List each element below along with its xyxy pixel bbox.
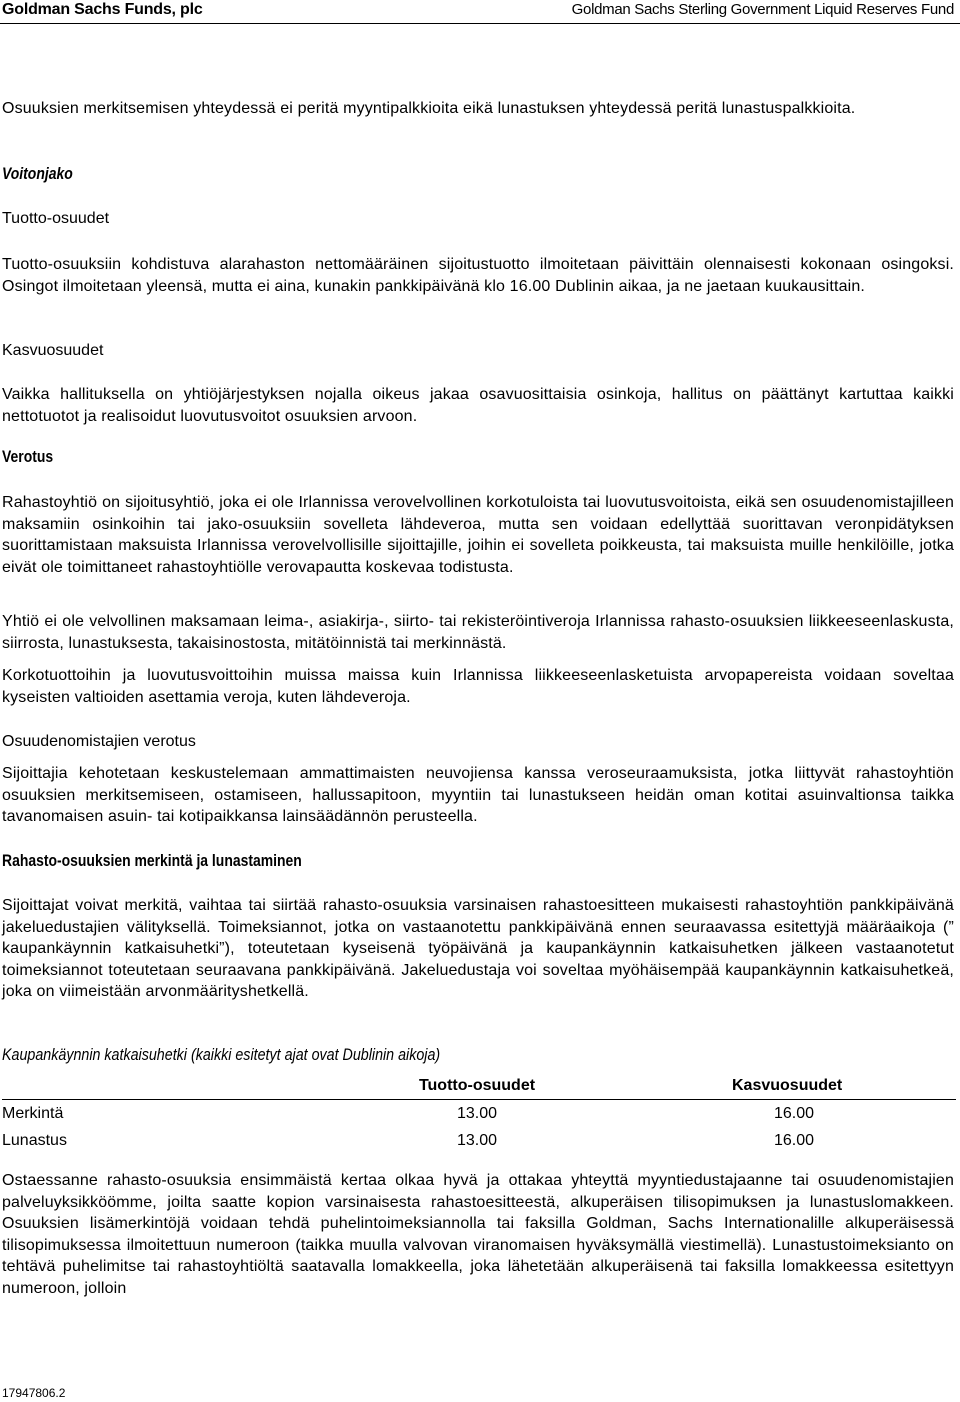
table-header-tuotto: Tuotto-osuudet [302,1072,652,1100]
verotus-text-3: Korkotuottoihin ja luovutusvoittoihin muissa maissa kuin Irlannissa liikkeeseenlasketuista arvopapereista voidaan soveltaa kyseisten valtioiden asettamia veroja, kuten lähdeveroja. [2,667,954,706]
osuudenomistajien-heading-wrap [2,731,954,753]
row-kasvu-value: 16.00 [774,1131,815,1149]
table-header-kasvu: Kasvuosuudet [652,1072,956,1100]
row-tuotto-value: 13.00 [456,1104,498,1122]
verotus-paragraph-1 [2,492,954,578]
tuotto-text: Tuotto-osuuksiin kohdistuva alarahaston nettomääräinen sijoitustuotto ilmoitetaan päivittäin olennaisesti kokonaan osingoksi. Osingot ilmoitetaan yleensä, mutta ei aina, kunakin pankkipäivänä klo 16.00 Dublinin aikaa, ja ne jaetaan kuukausittain. [2,256,954,295]
verotus-text-1: Rahastoyhtiö on sijoitusyhtiö, joka ei ole Irlannissa verovelvollinen korkotuloista tai luovutusvoitoista, eikä sen osuudenomistajilleen maksamiin osinkoihin tai jako-osuuksiin sovelleta lähdeveroa, mutta sen voidaan edellyttää suorittavan veronpidätyksen suorittamistaan maksuista Irlannissa verovelvollisille sijoittajille, joihin ei sovelleta poikkeusta, tai maksuista muille henkilöille, jotka eivät ole toimittaneet rahastoyhtiölle verovapautta koskevaa todistusta. [2,494,954,576]
table-header-row [2,1072,956,1100]
final-paragraph [2,1170,954,1300]
kasvu-heading: Kasvuosuudet [2,342,104,359]
fund-name: Goldman Sachs Sterling Government Liquid Reserves Fund [571,1,954,18]
voitonjako-heading: Voitonjako [2,164,73,183]
table-header-empty [2,1072,302,1100]
merkinta-paragraph [2,895,954,1003]
merkinta-text: Sijoittajat voivat merkitä, vaihtaa tai siirtää rahasto-osuuksia varsinaisen rahastoesitteen mukaisesti rahastoyhtiön pankkipäivänä jakeluedustajien välityksellä. Toimeksiannot, jotka on vastaanotettu pankkipäivänä ennen seuraavassa esitettyjä määräaikoja (” kaupankäynnin katkaisuhetki”), toteutetaan kyseisenä työpäivänä ja kaupankäynnin katkaisuhetken jälkeen vastaanotetut toimeksiannot toteutetaan seuraavana pankkipäivänä. Jakeluedustaja voi soveltaa myöhäisempää kaupankäynnin katkaisuhetkeä, joka on viimeistään arvonmäärityshetkellä. [2,897,954,1001]
katkaisu-heading-wrap [2,1045,954,1065]
tuotto-paragraph [2,254,954,297]
table-row [2,1127,956,1154]
document-id: 17947806.2 [2,1386,66,1400]
merkinta-heading-wrap [2,851,954,871]
verotus-paragraph-3 [2,665,954,708]
voitonjako-heading-wrap [2,164,954,184]
osuudenomistajien-heading: Osuudenomistajien verotus [2,733,196,750]
row-label: Merkintä [2,1104,64,1122]
katkaisu-heading: Kaupankäynnin katkaisuhetki (kaikki esitetyt ajat ovat Dublinin aikoja) [2,1045,441,1064]
merkinta-heading: Rahasto-osuuksien merkintä ja lunastaminen [2,851,302,870]
kasvu-paragraph [2,384,954,427]
intro-text: Osuuksien merkitsemisen yhteydessä ei peritä myyntipalkkioita eikä lunastuksen yhteydessä peritä lunastuspalkkioita. [2,100,856,117]
osuudenomistajien-paragraph [2,763,954,828]
row-label: Lunastus [2,1131,67,1149]
verotus-heading-wrap [2,447,954,467]
kasvu-heading-wrap [2,340,954,362]
verotus-text-2: Yhtiö ei ole velvollinen maksamaan leima-, asiakirja-, siirto- tai rekisteröintiveroja Irlannissa rahasto-osuuksien liikkeeseenlaskusta, siirrosta, lunastuksesta, takaisinostosta, mitätöinnistä tai merkinnästä. [2,613,954,652]
cutoff-times-table [2,1072,956,1154]
osuudenomistajien-text: Sijoittajia kehotetaan keskustelemaan ammattimaisten neuvojiensa kanssa veroseuraamuksista, jotka liittyvät rahastoyhtiön osuuksien merkitsemiseen, ostamiseen, hallussapitoon, myyntiin tai lunastukseen heidän oman kotitai asuinvaltionsa taikka tavanomaisen asuin- tai kotipaikkansa lainsäädännön perusteella. [2,765,954,826]
verotus-paragraph-2 [2,611,954,654]
kasvu-text: Vaikka hallituksella on yhtiöjärjestyksen nojalla oikeus jakaa osavuosittaisia osinkoja, hallitus on päättänyt kartuttaa kaikki nettotuotot ja realisoidut luovutusvoitot osuuksien arvoon. [2,386,954,425]
row-tuotto-value: 13.00 [456,1131,498,1149]
verotus-heading: Verotus [2,447,54,466]
tuotto-heading: Tuotto-osuudet [2,210,110,227]
page-header [0,0,960,24]
row-kasvu-value: 16.00 [774,1104,815,1122]
final-text: Ostaessanne rahasto-osuuksia ensimmäistä kertaa olkaa hyvä ja ottakaa yhteyttä myyntiedustajaanne tai osuudenomistajien palveluyksikköömme, joilta saatte kopion varsinaisesta rahastoesitteestä, alkuperäisen tilisopimuksen ja lunastuslomakkeen. Osuuksien lisämerkintöjä voidaan tehdä puhelintoimeksiannolla tai faksilla Goldman, Sachs Internationalille alkuperäisessä tilisopimuksessa ilmoitettuun numeroon (taikka muulla valvovan viranomaisen hyväksymällä viestimellä). Lunastustoimeksianto on tehtävä puhelimitse tai rahastoyhtiöltä saatavalla lomakkeella, joka lähetetään alkuperäisenä tai faksilla lomakkeessa esitettyyn numeroon, jolloin [2,1172,954,1297]
table-row [2,1100,956,1128]
tuotto-heading-wrap [2,208,954,230]
intro-paragraph [2,98,954,120]
fund-company-name: Goldman Sachs Funds, plc [2,1,203,18]
